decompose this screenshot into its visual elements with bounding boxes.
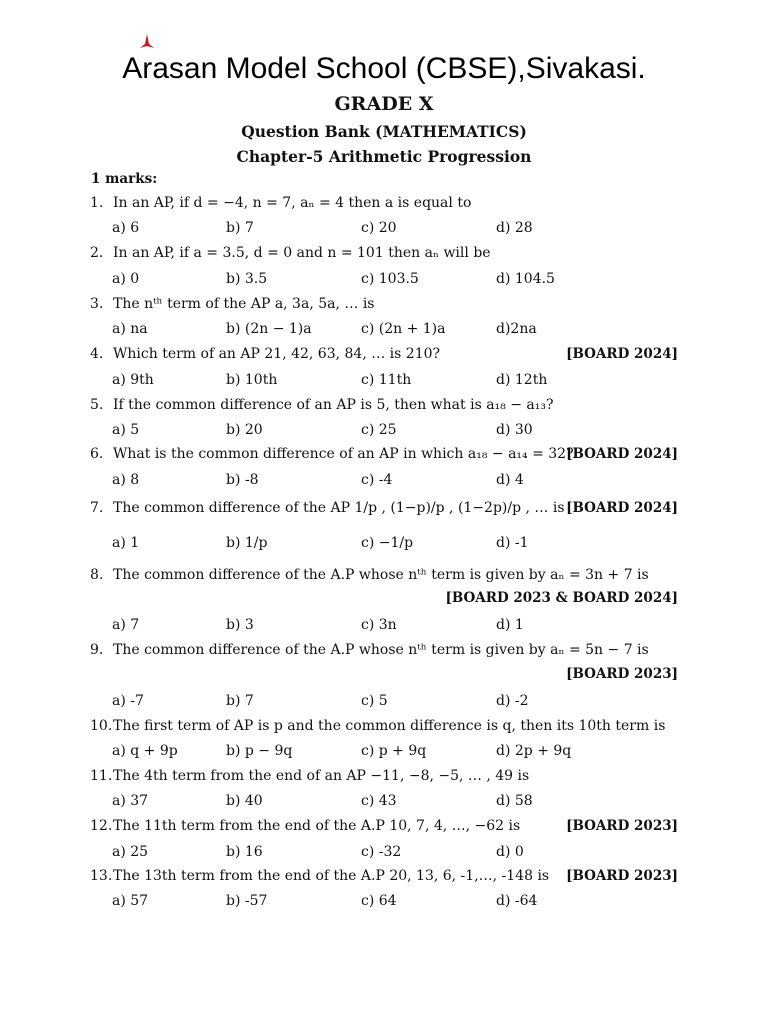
chapter-heading: Chapter-5 Arithmetic Progression bbox=[236, 147, 532, 166]
option-b: b) 3 bbox=[226, 617, 254, 633]
option-c: c) 11th bbox=[361, 372, 412, 388]
option-d: d) 0 bbox=[496, 844, 524, 860]
option-a: a) 37 bbox=[112, 793, 149, 809]
option-c: c) 64 bbox=[361, 893, 397, 909]
question-text: In an AP, if a = 3.5, d = 0 and n = 101 then aₙ will be bbox=[113, 245, 491, 261]
board-tag: [BOARD 2023] bbox=[566, 666, 678, 682]
question-number: 11. bbox=[90, 768, 113, 784]
question-number: 12. bbox=[90, 818, 113, 834]
question-8 bbox=[90, 565, 680, 585]
board-tag: [BOARD 2024] bbox=[566, 500, 678, 516]
question-10 bbox=[90, 716, 680, 736]
question-text: The 4th term from the end of an AP −11, −8, −5, … , 49 is bbox=[113, 768, 530, 784]
option-b: b) 7 bbox=[226, 693, 254, 709]
option-b: b) 3.5 bbox=[226, 271, 268, 287]
option-c: c) p + 9q bbox=[361, 743, 427, 759]
school-logo-icon bbox=[140, 34, 154, 50]
option-a: a) 57 bbox=[112, 893, 149, 909]
question-text: In an AP, if d = −4, n = 7, aₙ = 4 then a is equal to bbox=[113, 195, 472, 211]
grade-heading: GRADE X bbox=[334, 93, 434, 115]
question-number: 2. bbox=[90, 245, 104, 261]
question-number: 5. bbox=[90, 397, 104, 413]
question-number: 1. bbox=[90, 195, 104, 211]
question-text: The common difference of the AP 1/p , (1−p)/p , (1−2p)/p , … is bbox=[113, 500, 565, 516]
option-b: b) 40 bbox=[226, 793, 263, 809]
option-a: a) 0 bbox=[112, 271, 140, 287]
question-number: 13. bbox=[90, 868, 113, 884]
question-number: 3. bbox=[90, 296, 104, 312]
option-a: a) 8 bbox=[112, 472, 140, 488]
question-number: 7. bbox=[90, 500, 104, 516]
option-d: d) -64 bbox=[496, 893, 538, 909]
board-tag: [BOARD 2023 & BOARD 2024] bbox=[445, 590, 678, 606]
option-b: b) 16 bbox=[226, 844, 263, 860]
option-d: d) 4 bbox=[496, 472, 524, 488]
question-text: Which term of an AP 21, 42, 63, 84, … is 210? bbox=[113, 346, 441, 362]
option-b: b) -8 bbox=[226, 472, 259, 488]
option-d: d) 1 bbox=[496, 617, 524, 633]
question-text: The common difference of the A.P whose nᵗʰ term is given by aₙ = 5n − 7 is bbox=[113, 642, 649, 658]
question-text: The first term of AP is p and the common difference is q, then its 10th term is bbox=[113, 718, 666, 734]
option-c: c) 25 bbox=[361, 422, 397, 438]
option-d: d) 30 bbox=[496, 422, 533, 438]
option-b: b) -57 bbox=[226, 893, 268, 909]
question-text: The nᵗʰ term of the AP a, 3a, 5a, … is bbox=[113, 296, 375, 312]
subject-heading: Question Bank (MATHEMATICS) bbox=[241, 122, 527, 141]
board-tag: [BOARD 2024] bbox=[566, 446, 678, 462]
question-4 bbox=[90, 344, 680, 364]
option-b: b) 20 bbox=[226, 422, 263, 438]
question-number: 4. bbox=[90, 346, 104, 362]
option-d: d) 12th bbox=[496, 372, 548, 388]
question-11 bbox=[90, 766, 680, 786]
question-9 bbox=[90, 640, 680, 660]
question-13 bbox=[90, 866, 680, 886]
option-d: d) 58 bbox=[496, 793, 533, 809]
option-d: d)2na bbox=[496, 321, 537, 337]
option-c: c) 43 bbox=[361, 793, 397, 809]
option-d: d) 2p + 9q bbox=[496, 743, 572, 759]
question-number: 9. bbox=[90, 642, 104, 658]
option-d: d) 104.5 bbox=[496, 271, 555, 287]
option-a: a) na bbox=[112, 321, 148, 337]
question-text: If the common difference of an AP is 5, then what is a₁₈ − a₁₃? bbox=[113, 397, 554, 413]
option-c: c) 103.5 bbox=[361, 271, 419, 287]
question-7 bbox=[90, 498, 680, 518]
option-a: a) 5 bbox=[112, 422, 140, 438]
option-b: b) p − 9q bbox=[226, 743, 293, 759]
option-d: d) 28 bbox=[496, 220, 533, 236]
board-tag: [BOARD 2023] bbox=[566, 868, 678, 884]
option-a: a) -7 bbox=[112, 693, 144, 709]
option-a: a) 25 bbox=[112, 844, 149, 860]
option-a: a) q + 9p bbox=[112, 743, 178, 759]
question-number: 6. bbox=[90, 446, 104, 462]
option-a: a) 6 bbox=[112, 220, 140, 236]
option-c: c) 20 bbox=[361, 220, 397, 236]
question-6 bbox=[90, 444, 680, 464]
option-c: c) −1/p bbox=[361, 535, 414, 551]
option-c: c) (2n + 1)a bbox=[361, 321, 446, 337]
question-3 bbox=[90, 294, 680, 314]
question-text: The common difference of the A.P whose nᵗʰ term is given by aₙ = 3n + 7 is bbox=[113, 567, 649, 583]
option-b: b) (2n − 1)a bbox=[226, 321, 312, 337]
option-d: d) -2 bbox=[496, 693, 529, 709]
question-1 bbox=[90, 193, 680, 213]
question-5 bbox=[90, 395, 680, 415]
question-text: The 13th term from the end of the A.P 20, 13, 6, -1,…, -148 is bbox=[113, 868, 550, 884]
option-c: c) 3n bbox=[361, 617, 397, 633]
option-a: a) 9th bbox=[112, 372, 154, 388]
option-c: c) -32 bbox=[361, 844, 402, 860]
question-number: 8. bbox=[90, 567, 104, 583]
question-text: The 11th term from the end of the A.P 10, 7, 4, …, −62 is bbox=[113, 818, 521, 834]
section-label: 1 marks: bbox=[91, 171, 158, 187]
board-tag: [BOARD 2023] bbox=[566, 818, 678, 834]
question-2 bbox=[90, 243, 680, 263]
option-b: b) 10th bbox=[226, 372, 278, 388]
school-name: Arasan Model School (CBSE),Sivakasi. bbox=[122, 52, 646, 85]
option-b: b) 7 bbox=[226, 220, 254, 236]
board-tag: [BOARD 2024] bbox=[566, 346, 678, 362]
option-a: a) 1 bbox=[112, 535, 140, 551]
option-c: c) 5 bbox=[361, 693, 388, 709]
option-d: d) -1 bbox=[496, 535, 529, 551]
option-b: b) 1/p bbox=[226, 535, 268, 551]
option-a: a) 7 bbox=[112, 617, 140, 633]
option-c: c) -4 bbox=[361, 472, 393, 488]
question-12 bbox=[90, 816, 680, 836]
question-text: What is the common difference of an AP in which a₁₈ − a₁₄ = 32? bbox=[113, 446, 574, 462]
question-number: 10. bbox=[90, 718, 113, 734]
